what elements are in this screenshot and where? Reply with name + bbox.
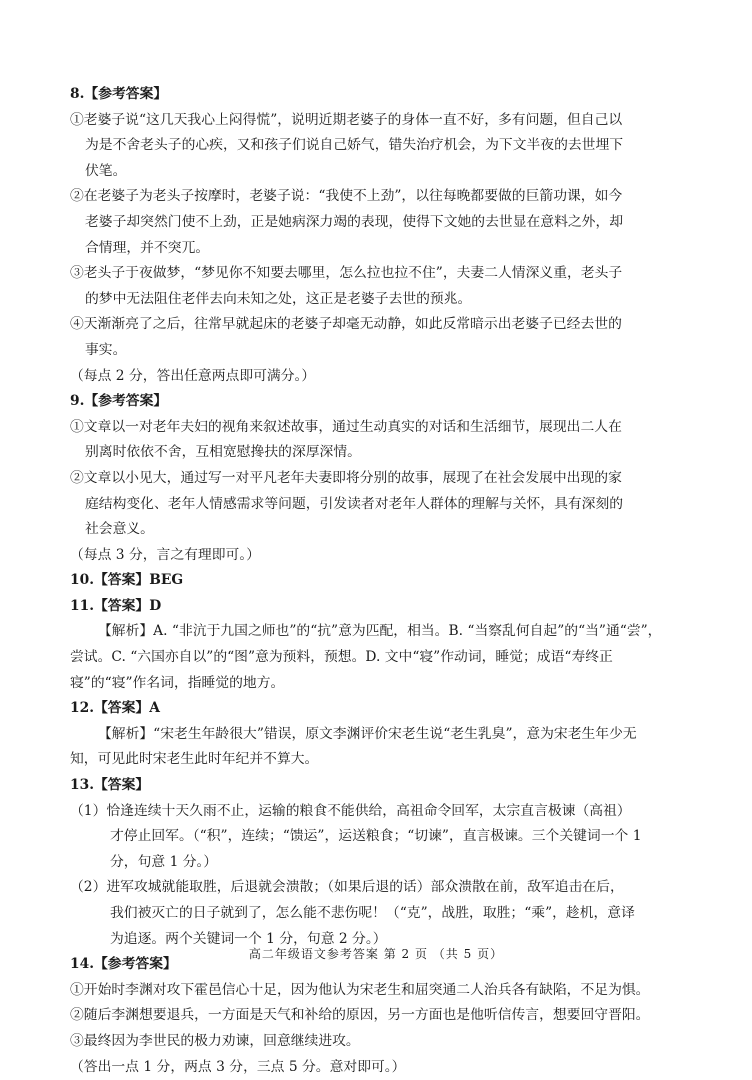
answer-line: 知，可见此时宋老生此时年纪并不算大。	[70, 751, 319, 768]
answer-line: （2）进军攻城就能取胜，后退就会溃散；（如果后退的话）部众溃散在前，敌军追击在后，	[70, 879, 624, 896]
page-footer: 高二年级语文参考答案 第 2 页 （共 5 页）	[248, 947, 504, 961]
answer-line: 才停止回军。（“积”，连续；“馈运”，运送粮食；“切谏”，直言极谏。三个关键词一个 1	[110, 828, 642, 845]
answer-line: ②在老婆子为老头子按摩时，老婆子说：“我使不上劲”，以往每晚都要做的巨箭功课，如今	[70, 188, 623, 205]
answer-line: ①文章以一对老年夫妇的视角来叙述故事，通过生动真实的对话和生活细节，展现出二人在	[70, 418, 622, 435]
answer-line: 分，句意 1 分。）	[110, 853, 218, 870]
answer-line: 【解析】A. “非沆于九国之师也”的“抗”意为匹配，相当。B. “当察乱何自起”的“当”通“尝”，	[98, 623, 662, 640]
answer-line: ③老头子于夜做梦，“梦见你不知要去哪里，怎么拉也拉不住”，夫妻二人情深义重，老头子	[70, 265, 623, 282]
answer-line: 我们被灭亡的日子就到了，怎么能不悲伤呢！（“克”，战胜，取胜；“乘”，趁机，意译	[110, 905, 635, 921]
section-heading: 10.【答案】BEG	[70, 572, 184, 589]
answer-line: （答出一点 1 分，两点 3 分，三点 5 分。意对即可。）	[70, 1058, 406, 1075]
answer-line: 庭结构变化、老年人情感需求等问题，引发读者对老年人群体的理解与关怀，具有深刻的	[85, 495, 624, 512]
answer-line: 社会意义。	[85, 521, 154, 538]
section-heading: 11.【答案】D	[70, 597, 162, 614]
answer-line: 【解析】“宋老生年龄很大”错误，原文李渊评价宋老生说“老生乳臭”，意为宋老生年少无	[98, 725, 637, 742]
answer-line: ④天渐渐亮了之后，往常早就起床的老婆子却毫无动静，如此反常暗示出老婆子已经去世的	[70, 316, 622, 333]
answer-line: 寝”的“寝”作名词，指睡觉的地方。	[70, 674, 285, 691]
answer-line: ③最终因为李世民的极力劝谏，回意继续进攻。	[70, 1032, 360, 1049]
answer-line: 合情理，并不突兀。	[85, 239, 210, 256]
section-heading: 12.【答案】A	[70, 700, 160, 717]
answer-line: 别离时依依不舍，互相宽慰搀扶的深厚深情。	[85, 444, 361, 461]
answer-line: 伏笔。	[85, 162, 127, 179]
answer-line: （1）恰逢连续十天久雨不止，运输的粮食不能供给，高祖命令回军，太宗直言极谏（高祖）	[70, 802, 631, 819]
section-heading: 13.【答案】	[70, 777, 150, 794]
answer-line: 尝试。C. “六国亦自以”的“图”意为预料，预想。D. 文中“寝”作动词，睡觉；成语“寿终正	[70, 649, 613, 666]
answer-line: ②随后李渊想要退兵，一方面是天气和补给的原因，另一方面也是他听信传言，想要回守晋阳。	[70, 1007, 650, 1024]
answer-line: （每点 3 分，言之有理即可。）	[70, 546, 261, 563]
answer-line: （每点 2 分，答出任意两点即可满分。）	[70, 367, 316, 384]
answer-line: ②文章以小见大，通过写一对平凡老年夫妻即将分别的故事，展现了在社会发展中出现的家	[70, 469, 622, 486]
answer-line: 老婆子却突然门使不上劲，正是她病深力竭的表现，使得下文她的去世显在意料之外，却	[85, 213, 624, 230]
answer-line: 的梦中无法阻住老伴去向未知之处，这正是老婆子去世的预兆。	[85, 290, 472, 307]
answer-line: 为是不舍老头子的心疾，又和孩子们说自己娇气，错失治疗机会，为下文半夜的去世埋下	[85, 137, 624, 154]
section-heading: 9.【参考答案】	[70, 393, 168, 410]
section-heading: 8.【参考答案】	[70, 86, 168, 102]
answer-line: 事实。	[85, 341, 127, 358]
answer-line: 为追逐。两个关键词一个 1 分，句意 2 分。）	[110, 930, 387, 947]
section-heading: 14.【参考答案】	[70, 956, 177, 973]
answer-line: ①开始时李渊对攻下霍邑信心十足，因为他认为宋老生和屈突通二人治兵各有缺陷，不足为惧。	[70, 981, 650, 998]
answer-content	[70, 82, 690, 1080]
answer-line: ①老婆子说“这几天我心上闷得慌”，说明近期老婆子的身体一直不好，多有问题，但自己以	[70, 111, 623, 128]
